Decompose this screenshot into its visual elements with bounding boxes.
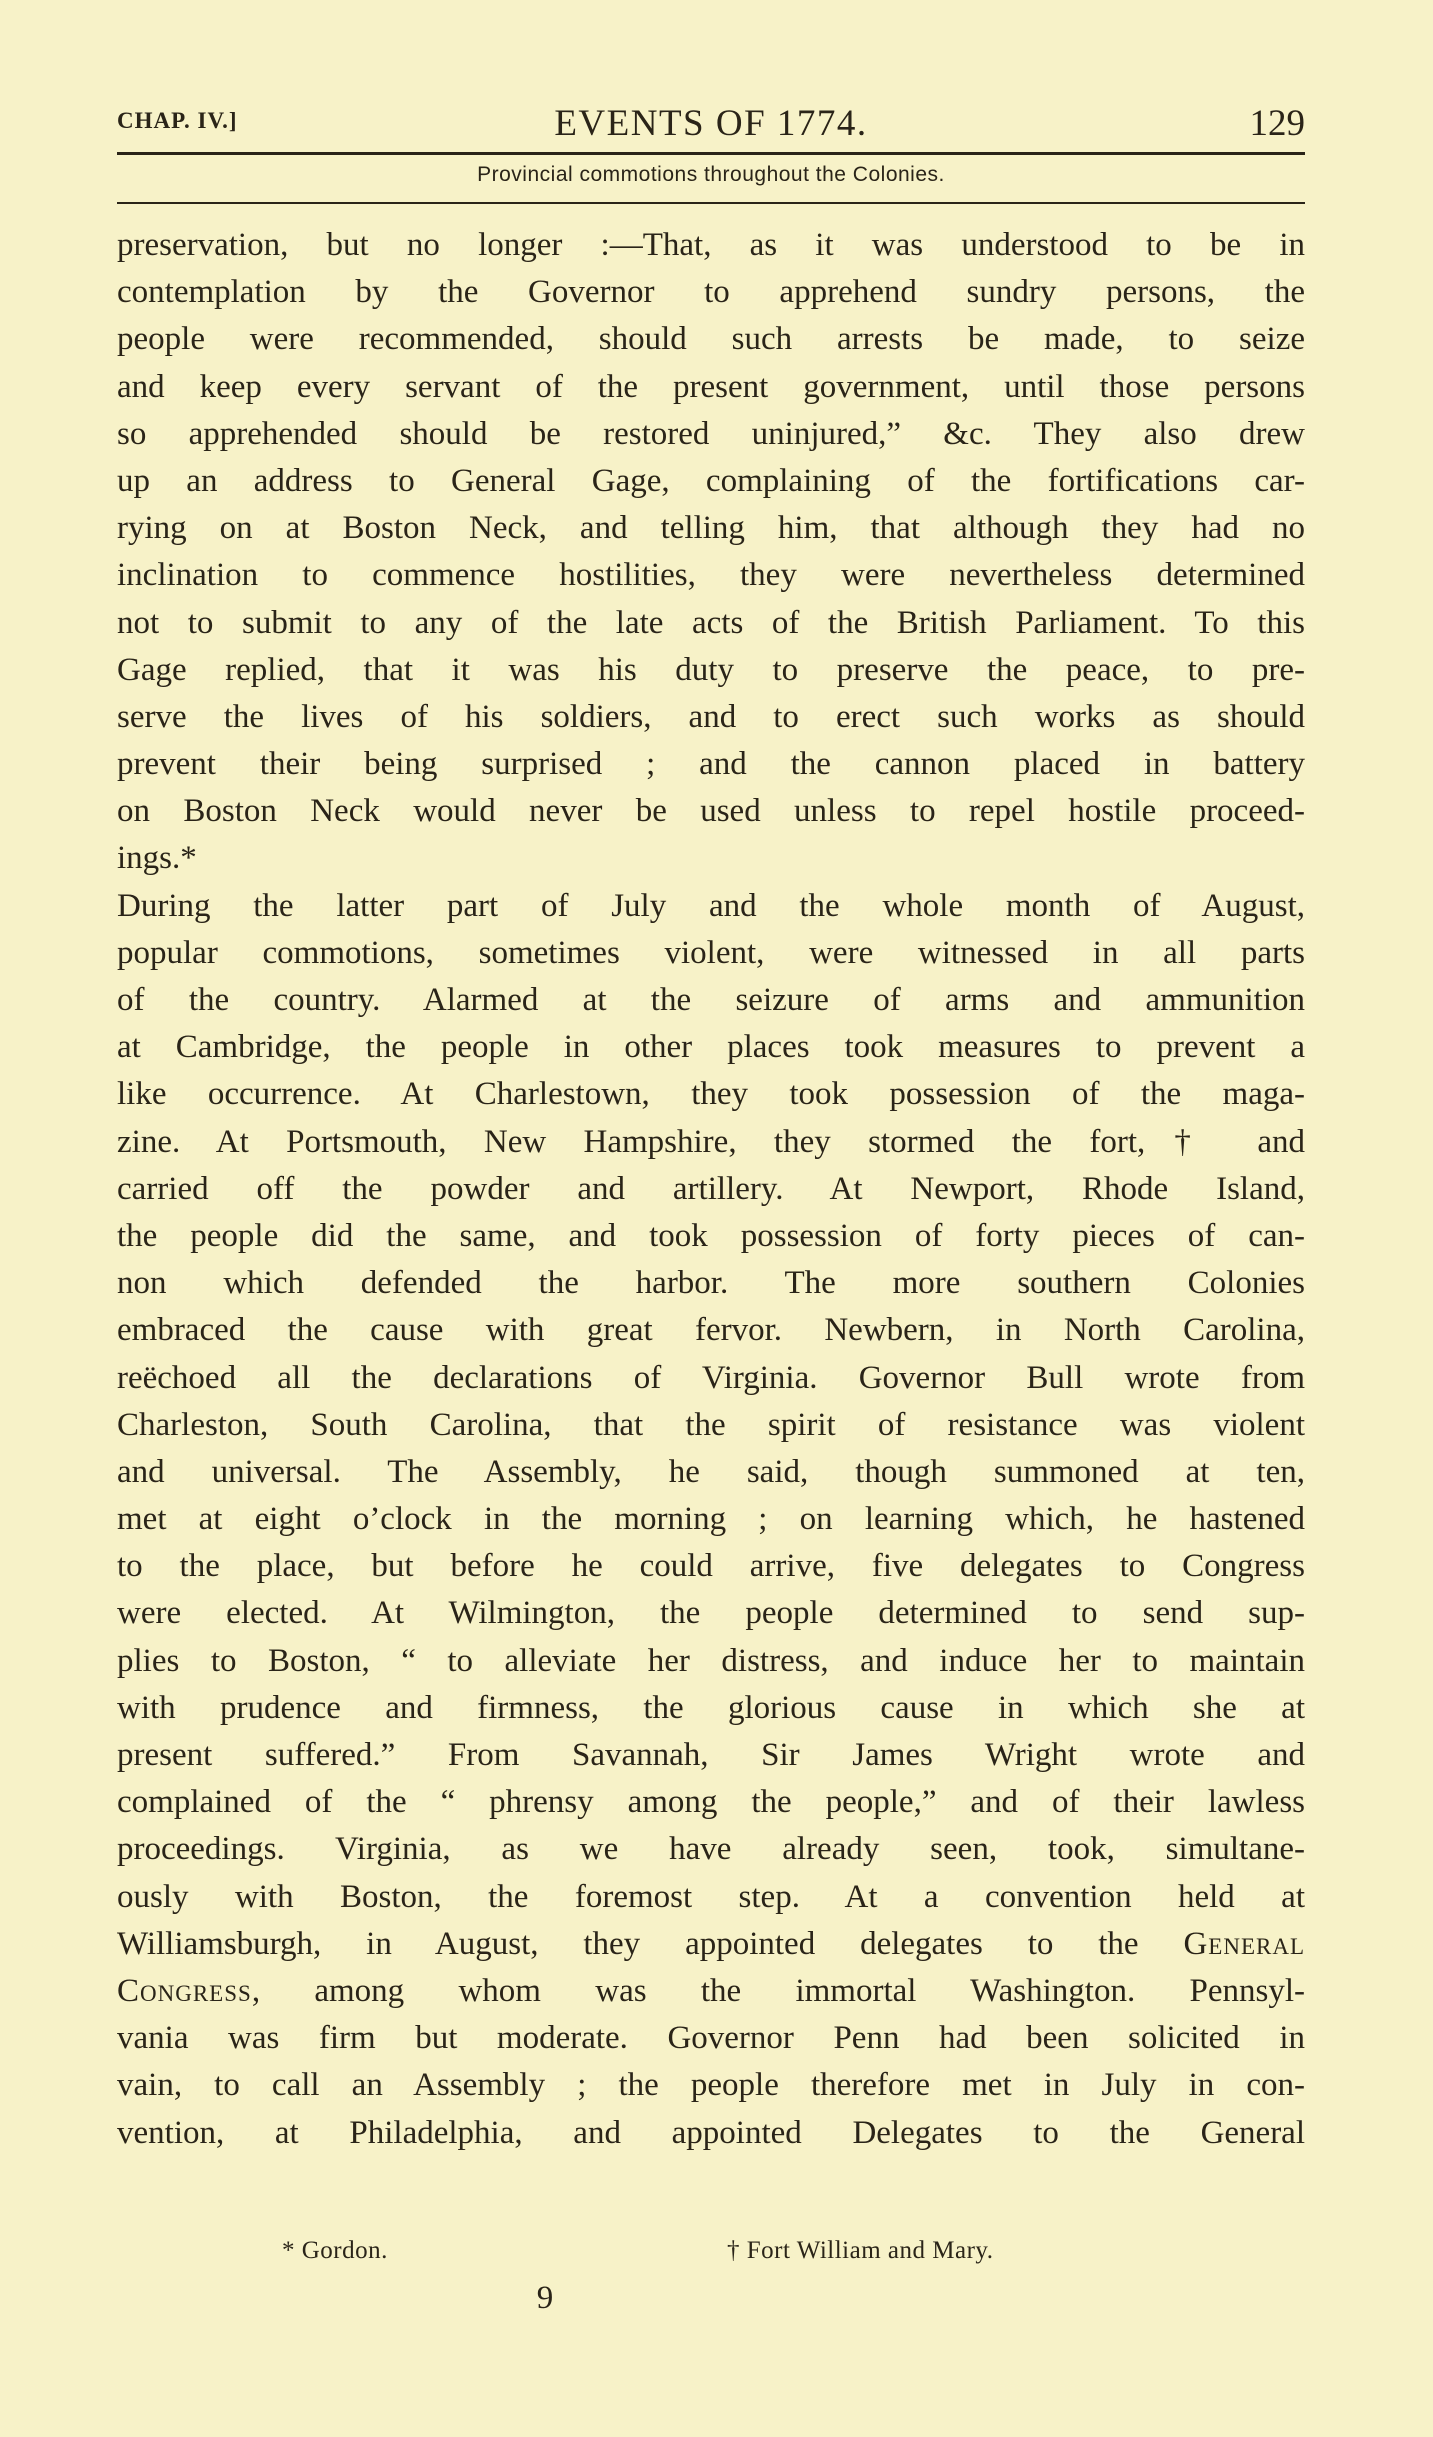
text-line: with prudence and firmness, the glorious cause in which she at: [117, 1689, 1305, 1726]
text-line: at Cambridge, the people in other places took measures to prevent a: [117, 1029, 1305, 1066]
subhead-rule: [117, 202, 1305, 204]
text-line: inclination to commence hostilities, they were nevertheless determined: [117, 557, 1305, 594]
text-line: on Boston Neck would never be used unless to repel hostile proceed-: [117, 793, 1305, 830]
section-subhead: Provincial commotions throughout the Colonies.: [477, 163, 945, 186]
text-line: zine. At Portsmouth, New Hampshire, they stormed the fort,† and: [117, 1123, 1305, 1160]
text-fragment: , among whom was the immortal Washington. Pennsyl-: [251, 1972, 1305, 2009]
text-line: rying on at Boston Neck, and telling him, that although they had no: [117, 510, 1305, 547]
text-line: Charleston, South Carolina, that the spirit of resistance was violent: [117, 1406, 1305, 1443]
text-line: people were recommended, should such arrests be made, to seize: [117, 321, 1305, 358]
page-number: 129: [1249, 103, 1305, 144]
text-line: prevent their being surprised ; and the cannon placed in battery: [117, 746, 1305, 783]
text-line: vention, at Philadelphia, and appointed Delegates to the General: [117, 2114, 1305, 2151]
text-line: not to submit to any of the late acts of the British Parliament. To this: [117, 604, 1305, 641]
text-line: present suffered.” From Savannah, Sir James Wright wrote and: [117, 1737, 1305, 1773]
text-line: carried off the powder and artillery. At Newport, Rhode Island,: [117, 1170, 1305, 1207]
body-text: [117, 222, 1305, 2157]
running-head: [117, 98, 1305, 148]
text-line: reëchoed all the declarations of Virginia. Governor Bull wrote from: [117, 1359, 1305, 1396]
text-line: During the latter part of July and the whole month of August,: [117, 887, 1305, 924]
header-rule: [117, 152, 1305, 155]
text-line: contemplation by the Governor to apprehend sundry persons, the: [117, 274, 1305, 311]
text-line-with-small-caps: [117, 1921, 1305, 1968]
text-line: Gage replied, that it was his duty to preserve the peace, to pre-: [117, 651, 1305, 688]
page-title: EVENTS OF 1774.: [554, 103, 868, 144]
text-line: ings.*: [117, 840, 197, 877]
text-line: preservation, but no longer :—That, as it was understood to be in: [117, 227, 1305, 263]
text-fragment: Williamsburgh, in August, they appointed delegates to the: [117, 1925, 1139, 1962]
chapter-label: CHAP. IV.]: [117, 108, 238, 133]
footnote-dagger: † Fort William and Mary.: [727, 2237, 994, 2264]
text-line: embraced the cause with great fervor. Newbern, in North Carolina,: [117, 1312, 1305, 1349]
text-line: serve the lives of his soldiers, and to erect such works as should: [117, 698, 1305, 735]
text-line: met at eight o’clock in the morning ; on learning which, he hastened: [117, 1501, 1305, 1538]
text-line: popular commotions, sometimes violent, were witnessed in all parts: [117, 934, 1305, 971]
text-line: vain, to call an Assembly ; the people therefore met in July in con-: [117, 2067, 1305, 2104]
text-line: non which defended the harbor. The more southern Colonies: [117, 1265, 1305, 1302]
text-line: to the place, but before he could arrive, five delegates to Congress: [117, 1548, 1305, 1585]
text-line: ously with Boston, the foremost step. At a convention held at: [117, 1878, 1305, 1915]
text-line: complained of the “ phrensy among the people,” and of their lawless: [117, 1784, 1305, 1821]
small-caps-text: Congress: [117, 1972, 252, 2009]
text-line-with-small-caps: [117, 1968, 1305, 2015]
text-line: proceedings. Virginia, as we have already seen, took, simultane-: [117, 1831, 1305, 1868]
signature-mark: 9: [536, 2280, 554, 2316]
text-line: were elected. At Wilmington, the people determined to send sup-: [117, 1595, 1305, 1632]
text-line: plies to Boston, “ to alleviate her distress, and induce her to maintain: [117, 1642, 1305, 1679]
footnote-star: * Gordon.: [282, 2237, 388, 2264]
small-caps-text: General: [1183, 1925, 1305, 1962]
text-line: vania was firm but moderate. Governor Penn had been solicited in: [117, 2020, 1305, 2057]
text-line: and keep every servant of the present government, until those persons: [117, 368, 1305, 405]
text-line: so apprehended should be restored uninjured,” &c. They also drew: [117, 415, 1305, 452]
text-line: and universal. The Assembly, he said, though summoned at ten,: [117, 1453, 1305, 1490]
text-line: like occurrence. At Charlestown, they took possession of the maga-: [117, 1076, 1305, 1113]
footnotes: [117, 2237, 1305, 2277]
text-line: of the country. Alarmed at the seizure of arms and ammunition: [117, 982, 1305, 1018]
text-line: the people did the same, and took possession of forty pieces of can-: [117, 1217, 1305, 1254]
text-line: up an address to General Gage, complaining of the fortifications car-: [117, 462, 1305, 499]
